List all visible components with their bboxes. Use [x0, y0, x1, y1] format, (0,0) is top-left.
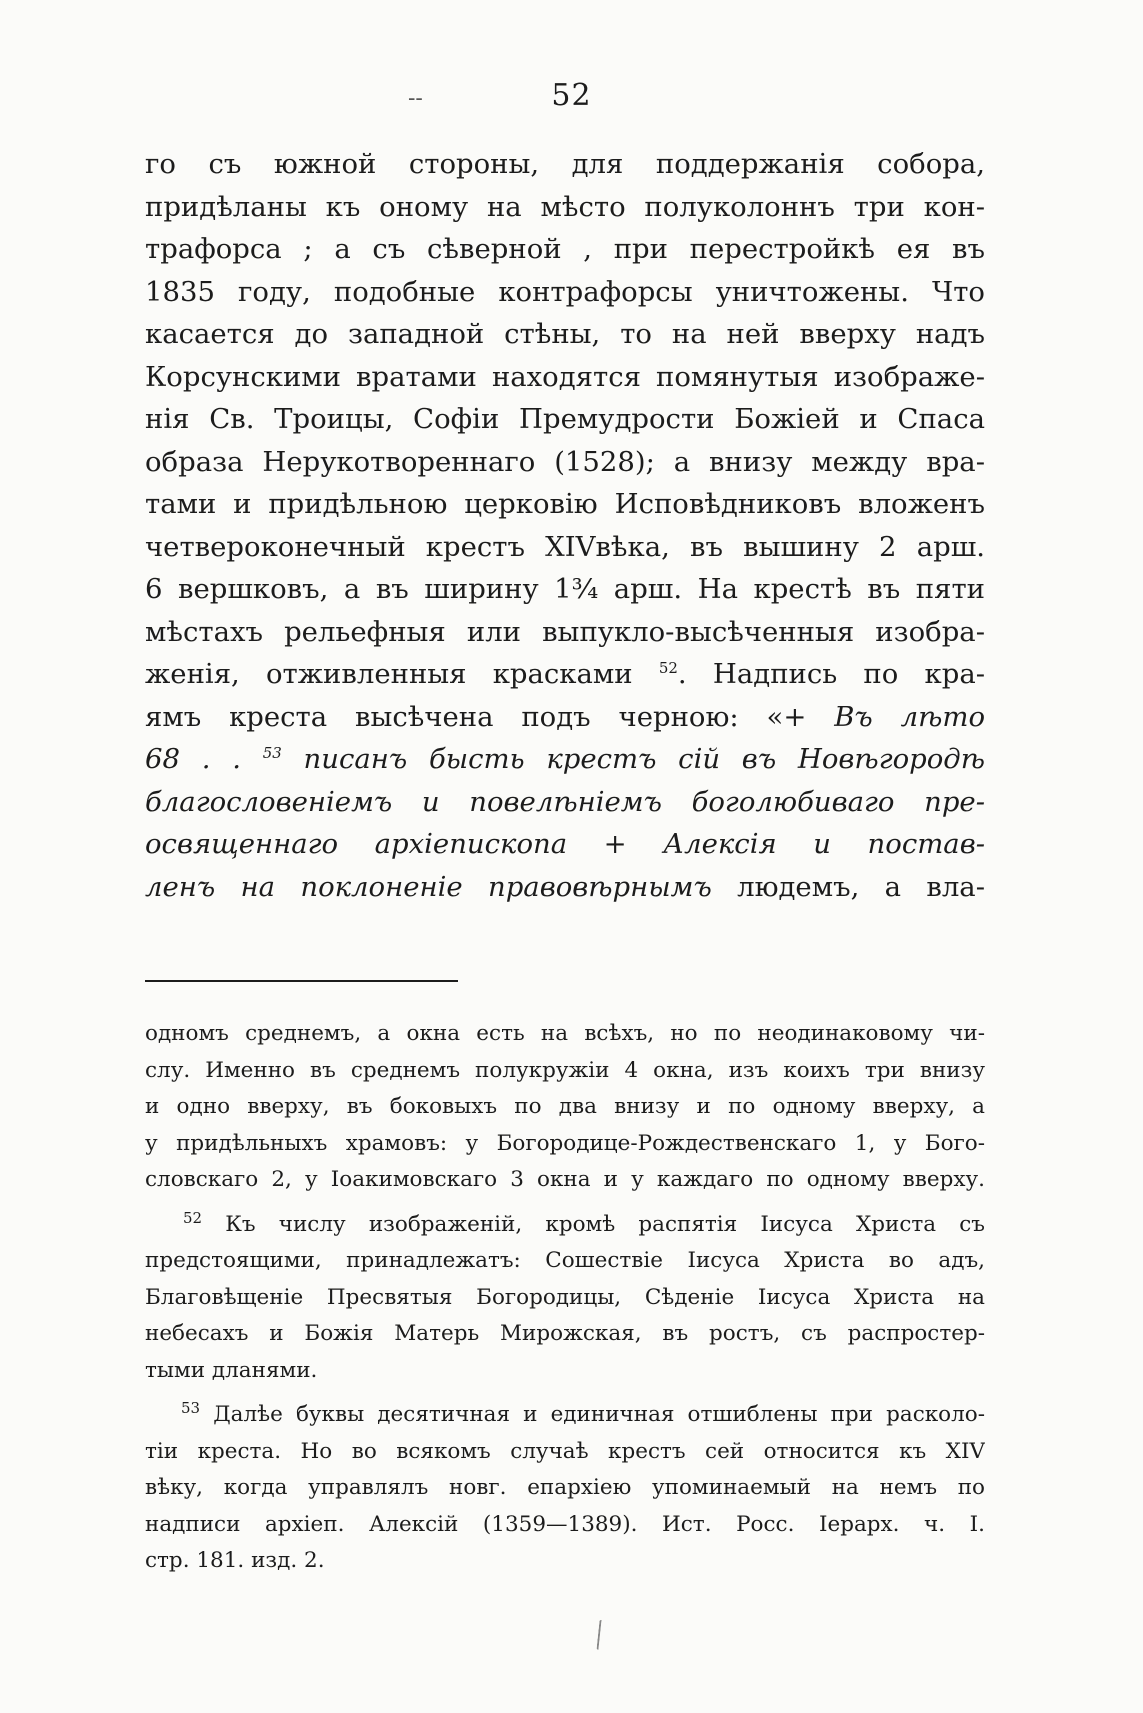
footnote-line: словскаго 2, у Іоакимовскаго 3 окна и у каждаго по одному вверху. — [145, 1167, 985, 1192]
text-line-part: женія, отживленныя красками — [145, 658, 633, 690]
page-number: 52 — [551, 78, 592, 113]
inscription-line: благословеніемъ и повелѣніемъ боголюбиваго пре- — [145, 785, 985, 818]
text-line: четвероконечный крестъ XIVвѣка, въ вышину 2 арш. — [145, 530, 985, 563]
footnote-line: тіи креста. Но во всякомъ случаѣ крестъ сей относится къ XIV — [145, 1438, 985, 1464]
text-line: го съ южной стороны, для поддержанія собора, — [145, 148, 985, 180]
footnote-line: надписи архіеп. Алексій (1359—1389). Ист. Росс. Іерарх. ч. I. — [145, 1511, 985, 1537]
main-text-block — [145, 143, 985, 908]
footnote-number: 52 — [183, 1208, 203, 1227]
footnote-line: стр. 181. изд. 2. — [145, 1548, 325, 1573]
text-line: трафорса ; а съ сѣверной , при перестройкѣ ея въ — [145, 233, 985, 265]
footnote-53-line — [145, 1397, 985, 1434]
inscription-line — [145, 738, 985, 781]
inscription-text: писанъ бысть крестъ сій въ Новѣгородѣ — [303, 743, 985, 775]
text-line: 6 вершковъ, а въ ширину 1¾ арш. На крестѣ въ пяти — [145, 573, 985, 605]
text-line — [145, 696, 985, 739]
footnote-line: одномъ среднемъ, а окна есть на всѣхъ, но по неодинаковому чи- — [145, 1021, 985, 1046]
footnote-line: Благовѣщеніе Пресвятыя Богородицы, Сѣденіе Іисуса Христа на — [145, 1284, 985, 1310]
footnote-line: тыми дланями. — [145, 1357, 318, 1383]
inscription-text: ленъ на поклоненіе правовѣрнымъ — [145, 870, 712, 903]
text-line: нія Св. Троицы, Софіи Премудрости Божіей и Спаса — [145, 403, 985, 435]
footnote-text: Къ числу изображеній, кромѣ распятія Іисуса Христа съ — [225, 1211, 985, 1237]
text-line — [145, 866, 985, 909]
inscription-text: Въ лѣто — [834, 700, 985, 733]
text-line: 1835 году, подобные контрафорсы уничтожены. Что — [145, 275, 985, 308]
footnote-line: вѣку, когда управлялъ новг. епархіею упоминаемый на немъ по — [145, 1475, 985, 1500]
text-line-part: людемъ, а вла- — [737, 870, 985, 903]
inscription-text: 68 . . — [145, 743, 241, 775]
text-line: Корсунскими вратами находятся помянутыя изображе- — [145, 360, 985, 393]
footnote-line: небесахъ и Божія Матерь Мирожская, въ ростъ, съ распростер- — [145, 1321, 985, 1346]
footnote-line: слу. Именно въ среднемъ полукружіи 4 окна, изъ коихъ три внизу — [145, 1057, 985, 1083]
footnote-ref-52[interactable]: 52 — [658, 658, 678, 677]
text-line: тами и придѣльною церковію Исповѣдниковъ вложенъ — [145, 488, 985, 520]
text-line: женія, отживленныя красками $^{52}$. Надпись по кра- — [145, 658, 985, 690]
footnote-number: 53 — [181, 1398, 201, 1417]
scan-mark — [596, 1620, 604, 1650]
inscription-line: освященнаго архіепископа + Алексія и постав- — [145, 828, 985, 860]
footnote-separator — [145, 980, 458, 982]
footnote-line: предстоящими, принадлежатъ: Сошествіе Іисуса Христа во адъ, — [145, 1248, 985, 1273]
footnote-ref-53[interactable]: 53 — [262, 743, 282, 762]
footnote-line: у придѣльныхъ храмовъ: у Богородице-Рождественскаго 1, у Бого- — [145, 1130, 985, 1156]
text-line: касается до западной стѣны, то на ней вверху надъ — [145, 318, 985, 350]
footnote-line: и одно вверху, въ боковыхъ по два внизу и по одному вверху, а — [145, 1094, 985, 1119]
footnotes-block — [145, 1016, 985, 1580]
footnote-52-line — [145, 1207, 985, 1244]
footnote-text: Далѣе буквы десятичная и единичная отшиблены при расколо- — [213, 1402, 985, 1427]
text-line: мѣстахъ рельефныя или выпукло-высѣченныя изобра- — [145, 615, 985, 648]
text-line: придѣланы къ оному на мѣсто полуколоннъ три кон- — [145, 190, 985, 223]
text-line-part: ямъ креста высѣчена подъ черною: «+ — [145, 700, 807, 733]
page-header-mark: -- — [408, 86, 423, 111]
text-line-part: Надпись по кра- — [712, 658, 985, 690]
text-line: образа Нерукотвореннаго (1528); а внизу между вра- — [145, 445, 985, 478]
